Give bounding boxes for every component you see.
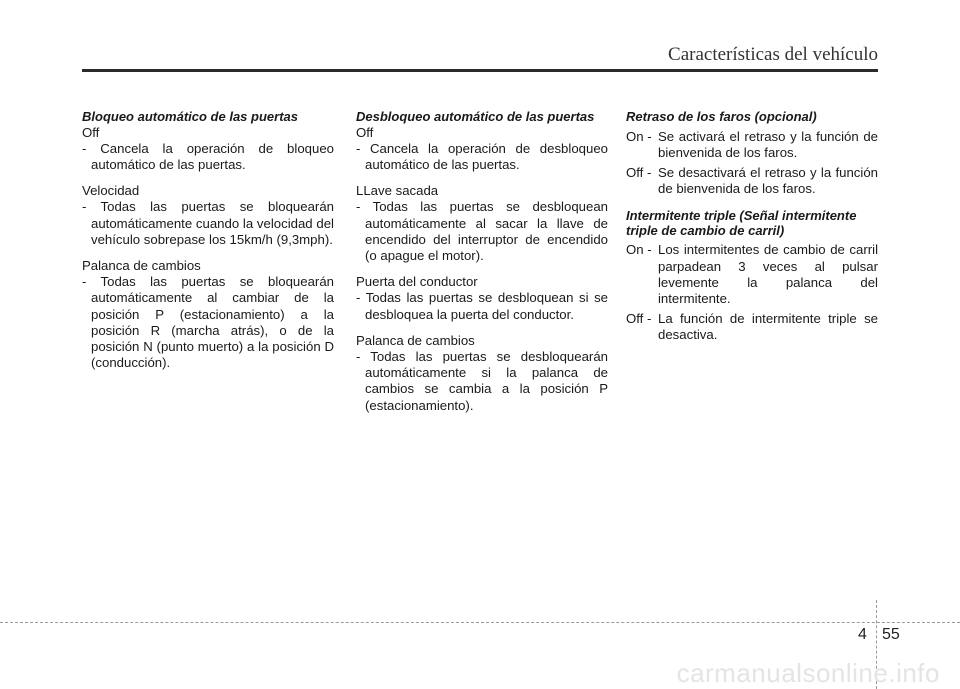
item-off: - Cancela la operación de desbloqueo automático de las puertas.: [356, 140, 608, 172]
column-auto-lock: [82, 110, 334, 371]
item-shift: - Todas las puertas se bloquearán automáticamente al cambiar de la posición P (estacionamiento) a la posición R (marcha atrás), o de la posición N (punto muerto) a la posición D (conducción).: [82, 274, 334, 371]
section-title: Características del vehículo: [668, 44, 878, 65]
option-key: Off -: [626, 164, 652, 180]
item-shift: - Todas las puertas se desbloquearán automáticamente si la palanca de cambios se cambia a la posición P (estacionamiento).: [356, 348, 608, 413]
option-off: [626, 311, 878, 343]
item-driver-door: - Todas las puertas se desbloquean si se desbloquea la puerta del conductor.: [356, 290, 608, 322]
item-speed: - Todas las puertas se bloquearán automáticamente cuando la velocidad del vehículo sobrepase los 15km/h (9,3mph).: [82, 199, 334, 247]
option-text: Se desactivará el retraso y la función de bienvenida de los faros.: [658, 164, 878, 197]
label-off: Off: [356, 124, 374, 140]
heading-headlamp-delay: Retraso de los faros (opcional): [626, 109, 817, 124]
label-off: Off: [82, 124, 100, 140]
option-key: Off -: [626, 311, 652, 327]
chapter-number: 4: [858, 626, 867, 643]
label-key-out: LLave sacada: [356, 183, 439, 199]
option-key: On -: [626, 128, 652, 144]
label-shift: Palanca de cambios: [356, 332, 475, 348]
option-off: [626, 165, 878, 197]
item-off: - Cancela la operación de bloqueo automático de las puertas.: [82, 140, 334, 172]
footer-rule: [0, 622, 960, 623]
item-key-out: - Todas las puertas se desbloquean automáticamente al sacar la llave de encendido del interruptor de encendido (o apague el motor).: [356, 199, 608, 263]
page-number: 55: [882, 626, 900, 643]
option-key: On -: [626, 242, 652, 258]
heading-auto-lock: Bloqueo automático de las puertas: [82, 109, 298, 124]
heading-triple-signal: Intermitente triple (Señal intermitente triple de cambio de carril): [626, 208, 857, 238]
label-speed: Velocidad: [82, 183, 140, 199]
option-text: Los intermitentes de cambio de carril parpadean 3 veces al pulsar levemente la palanca del intermitente.: [658, 242, 878, 306]
column-auto-unlock: [356, 110, 608, 414]
option-on: [626, 129, 878, 161]
header-rule: [82, 69, 878, 72]
option-on: [626, 242, 878, 307]
option-text: Se activará el retraso y la función de bienvenida de los faros.: [658, 128, 878, 160]
label-driver-door: Puerta del conductor: [356, 274, 478, 290]
label-shift: Palanca de cambios: [82, 257, 201, 273]
option-text: La función de intermitente triple se desactiva.: [658, 311, 878, 343]
watermark: carmanualsonline.info: [676, 658, 940, 688]
column-headlamp-signal: [626, 110, 878, 344]
heading-auto-unlock: Desbloqueo automático de las puertas: [356, 109, 595, 124]
